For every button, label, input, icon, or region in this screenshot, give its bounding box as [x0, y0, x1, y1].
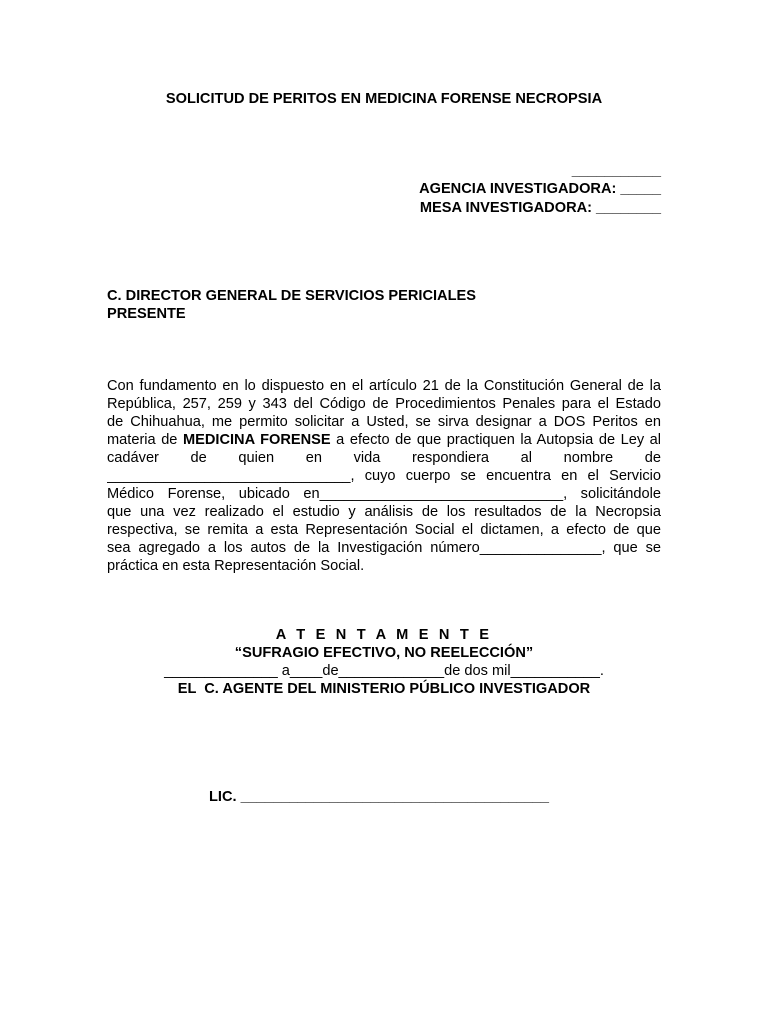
- header-blank-line: ___________: [571, 163, 661, 179]
- document-title: SOLICITUD DE PERITOS EN MEDICINA FORENSE NECROPSIA: [165, 91, 603, 107]
- body-line: Con fundamento en lo dispuesto en el artículo 21 de la Constitución General de la: [107, 378, 661, 394]
- lic-signature-line: LIC. ______________________________________: [209, 789, 550, 805]
- body-line: respectiva, se remita a esta Representación Social el dictamen, a efecto de que: [107, 522, 661, 538]
- medicina-forense-emphasis: MEDICINA FORENSE: [182, 432, 331, 448]
- motto: “SUFRAGIO EFECTIVO, NO REELECCIÓN”: [234, 645, 534, 661]
- atentamente: A T E N T A M E N T E: [275, 627, 493, 643]
- mesa-investigadora: MESA INVESTIGADORA: ________: [419, 200, 661, 216]
- body-line: práctica en esta Representación Social.: [107, 558, 365, 574]
- signer-title: EL C. AGENTE DEL MINISTERIO PÚBLICO INVESTIGADOR: [177, 681, 591, 697]
- agencia-investigadora: AGENCIA INVESTIGADORA: _____: [419, 181, 661, 197]
- body-line: que una vez realizado el estudio y análisis de los resultados de la Necropsia: [107, 504, 661, 520]
- body-line: cadáver de quien en vida respondiera al nombre de: [107, 450, 661, 466]
- date-line: ______________ a____de_____________de dos mil___________.: [164, 663, 604, 679]
- body-line: materia de MEDICINA FORENSE a efecto de que practiquen la Autopsia de Ley al: [107, 432, 661, 448]
- addressee-line: C. DIRECTOR GENERAL DE SERVICIOS PERICIALES: [107, 288, 476, 304]
- addressee-presente: PRESENTE: [107, 306, 186, 322]
- body-line: ______________________________, cuyo cuerpo se encuentra en el Servicio: [107, 468, 661, 484]
- body-paragraph: [107, 377, 661, 575]
- body-line: de Chihuahua, me permito solicitar a Usted, se sirva designar a DOS Peritos en: [107, 414, 661, 430]
- body-line: República, 257, 259 y 343 del Código de Procedimientos Penales para el Estado: [107, 396, 661, 412]
- body-line: sea agregado a los autos de la Investigación número_______________, que se: [107, 540, 661, 556]
- body-line: Médico Forense, ubicado en______________________________, solicitándole: [107, 486, 661, 502]
